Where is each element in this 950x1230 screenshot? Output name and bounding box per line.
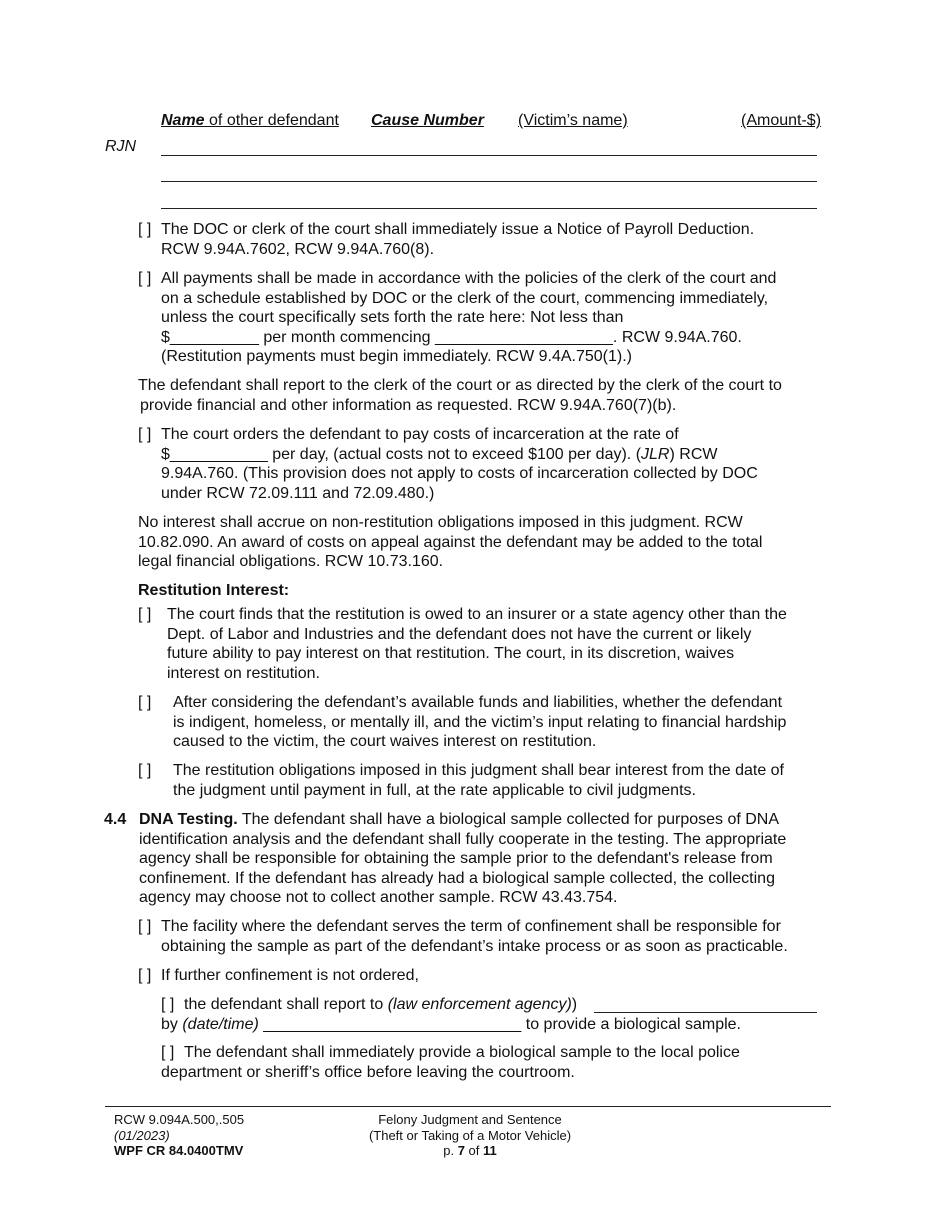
dna-further-text: If further confinement is not ordered, bbox=[161, 967, 419, 984]
dna-line-3: agency shall be responsible for obtaining the sample prior to the defendant's release from bbox=[139, 850, 773, 868]
restitution-opt3-text bbox=[173, 761, 784, 800]
dna-facility-text bbox=[161, 917, 788, 956]
law-enforcement-agency-field[interactable] bbox=[594, 1012, 817, 1013]
restitution-opt2-line-2: is indigent, homeless, or mentally ill, and the victim’s input relating to financial hardship bbox=[173, 713, 787, 731]
restitution-opt1-line-2: Dept. of Labor and Industries and the defendant does not have the current or likely bbox=[167, 625, 752, 643]
dna-line-1 bbox=[139, 810, 786, 830]
section-number-4-4: 4.4 bbox=[104, 811, 127, 828]
dna-immediate-line-2: department or sheriff’s office before leaving the courtroom. bbox=[161, 1063, 575, 1081]
restitution-opt1-line-1: The court finds that the restitution is owed to an insurer or a state agency other than the bbox=[167, 606, 787, 623]
footer-page bbox=[330, 1143, 610, 1159]
report-line-1: The defendant shall report to the clerk of the court or as directed by the clerk of the court to bbox=[138, 377, 782, 394]
dna-line-1-text: The defendant shall have a biological sample collected for purposes of DNA bbox=[237, 811, 780, 828]
date-time-label: (date/time) bbox=[182, 1016, 259, 1033]
dna-line-5: agency may choose not to collect another sample. RCW 43.43.754. bbox=[139, 889, 618, 907]
dna-report-line-2 bbox=[161, 1015, 741, 1035]
dna-report-line-1a: the defendant shall report to bbox=[184, 996, 388, 1013]
dna-paragraph bbox=[139, 810, 786, 908]
restitution-heading: Restitution Interest: bbox=[138, 582, 290, 599]
interest-line-2: 10.82.090. An award of costs on appeal against the defendant may be added to the total bbox=[138, 533, 763, 551]
dna-report-line-1: the defendant shall report to (law enforcement agency)) bbox=[184, 996, 578, 1013]
dna-line-4: confinement. If the defendant has already had a biological sample collected, the collecting bbox=[139, 869, 775, 887]
payroll-line-1: The DOC or clerk of the court shall immediately issue a Notice of Payroll Deduction. bbox=[161, 221, 755, 238]
payments-line-1: All payments shall be made in accordance with the policies of the clerk of the court and bbox=[161, 270, 777, 287]
restitution-opt2-text bbox=[173, 693, 786, 752]
incarceration-line-4: under RCW 72.09.111 and 72.09.480.) bbox=[161, 484, 435, 502]
incarceration-line-1: The court orders the defendant to pay costs of incarceration at the rate of bbox=[161, 426, 679, 443]
payroll-checkbox[interactable]: [ ] bbox=[138, 221, 152, 238]
report-line-2: provide financial and other information as requested. RCW 9.94A.760(7)(b). bbox=[140, 396, 677, 414]
interest-line-1: No interest shall accrue on non-restitution obligations imposed in this judgment. RCW bbox=[138, 514, 743, 531]
column-header-cause-number: Cause Number bbox=[371, 112, 484, 129]
dna-report-line-2c: _____________________________ to provide a biological sample. bbox=[258, 1016, 741, 1033]
column-header-amount: (Amount-$) bbox=[741, 112, 822, 129]
footer-title-2: (Theft or Taking of a Motor Vehicle) bbox=[368, 1127, 572, 1143]
interest-line-3: legal financial obligations. RCW 10.73.160. bbox=[138, 553, 444, 571]
dna-immediate-text bbox=[161, 1043, 740, 1082]
restitution-opt2-checkbox[interactable]: [ ] bbox=[138, 694, 152, 711]
incarceration-line-3: 9.94A.760. (This provision does not apply to costs of incarceration collected by DOC bbox=[161, 465, 758, 483]
restitution-opt1-line-4: interest on restitution. bbox=[167, 664, 320, 682]
payments-text bbox=[161, 269, 776, 367]
dna-report-line-2a: by bbox=[161, 1016, 183, 1033]
footer-rcw: RCW 9.094A.500,.505 bbox=[114, 1112, 245, 1127]
defendant-line-1 bbox=[161, 155, 817, 156]
incarceration-text bbox=[161, 425, 758, 503]
dna-facility-checkbox[interactable]: [ ] bbox=[138, 918, 152, 935]
dna-title: DNA Testing. bbox=[139, 811, 238, 828]
restitution-opt2-line-1: After considering the defendant’s available funds and liabilities, whether the defendant bbox=[173, 694, 783, 711]
payments-line-2: on a schedule established by DOC or the clerk of the court, commencing immediately, bbox=[161, 289, 769, 307]
footer-title-1: Felony Judgment and Sentence bbox=[378, 1112, 562, 1127]
footer-page-total: 11 bbox=[483, 1143, 497, 1158]
footer-rule bbox=[105, 1106, 831, 1107]
dna-immediate-checkbox[interactable]: [ ] bbox=[161, 1044, 175, 1061]
incarceration-checkbox[interactable]: [ ] bbox=[138, 426, 152, 443]
restitution-opt3-checkbox[interactable]: [ ] bbox=[138, 762, 152, 779]
restitution-opt1-text bbox=[167, 605, 787, 683]
incarceration-line-2a: $___________ per day, (actual costs not to exceed $100 per day). ( bbox=[161, 445, 642, 463]
incarceration-line-2c: ) RCW bbox=[669, 445, 718, 463]
dna-further-checkbox[interactable]: [ ] bbox=[138, 967, 152, 984]
footer-date: (01/2023) bbox=[114, 1127, 170, 1143]
name-rest-label: of other defendant bbox=[204, 112, 339, 129]
rjn-label: RJN bbox=[105, 138, 137, 155]
restitution-opt1-checkbox[interactable]: [ ] bbox=[138, 606, 152, 623]
name-label: Name bbox=[161, 112, 205, 129]
dna-report-checkbox[interactable]: [ ] bbox=[161, 996, 175, 1013]
interest-paragraph bbox=[138, 513, 762, 572]
payments-line-4: $__________ per month commencing ____________________. RCW 9.94A.760. bbox=[161, 328, 742, 346]
column-header-victim-name: (Victim’s name) bbox=[518, 112, 628, 129]
restitution-opt3-line-1: The restitution obligations imposed in this judgment shall bear interest from the date of bbox=[173, 762, 784, 779]
footer-page-number: 7 bbox=[457, 1143, 465, 1158]
restitution-opt1-line-3: future ability to pay interest on that restitution. The court, in its discretion, waives bbox=[167, 645, 735, 663]
dna-immediate-line-1: The defendant shall immediately provide a biological sample to the local police bbox=[184, 1044, 740, 1061]
defendant-line-2 bbox=[161, 181, 817, 182]
restitution-opt2-line-3: caused to the victim, the court waives interest on restitution. bbox=[173, 733, 597, 751]
defendant-line-3 bbox=[161, 208, 817, 209]
restitution-opt3-line-2: the judgment until payment in full, at the rate applicable to civil judgments. bbox=[173, 781, 696, 799]
incarceration-line-2 bbox=[161, 445, 758, 465]
footer-center bbox=[330, 1112, 610, 1159]
payments-checkbox[interactable]: [ ] bbox=[138, 270, 152, 287]
report-paragraph bbox=[138, 376, 782, 415]
dna-facility-line-2: obtaining the sample as part of the defendant’s intake process or as soon as practicable. bbox=[161, 937, 788, 955]
footer-form-number: WPF CR 84.0400TMV bbox=[114, 1143, 244, 1158]
dna-line-2: identification analysis and the defendant shall fully cooperate in the testing. The appropriate bbox=[139, 830, 787, 848]
payments-line-3: unless the court specifically sets forth the rate here: Not less than bbox=[161, 309, 624, 327]
payments-line-5: (Restitution payments must begin immediately. RCW 9.4A.750(1).) bbox=[161, 348, 632, 366]
payroll-text bbox=[161, 220, 754, 259]
footer-left bbox=[114, 1112, 244, 1159]
payroll-line-2: RCW 9.94A.7602, RCW 9.94A.760(8). bbox=[161, 240, 435, 258]
footer-page-prefix: p. bbox=[443, 1143, 458, 1158]
dna-facility-line-1: The facility where the defendant serves the term of confinement shall be responsible for bbox=[161, 918, 781, 935]
law-enforcement-agency-label: (law enforcement agency) bbox=[387, 996, 572, 1013]
column-header-name bbox=[161, 112, 339, 130]
footer-page-of: of bbox=[464, 1143, 484, 1158]
jlr-label: JLR bbox=[641, 445, 670, 463]
